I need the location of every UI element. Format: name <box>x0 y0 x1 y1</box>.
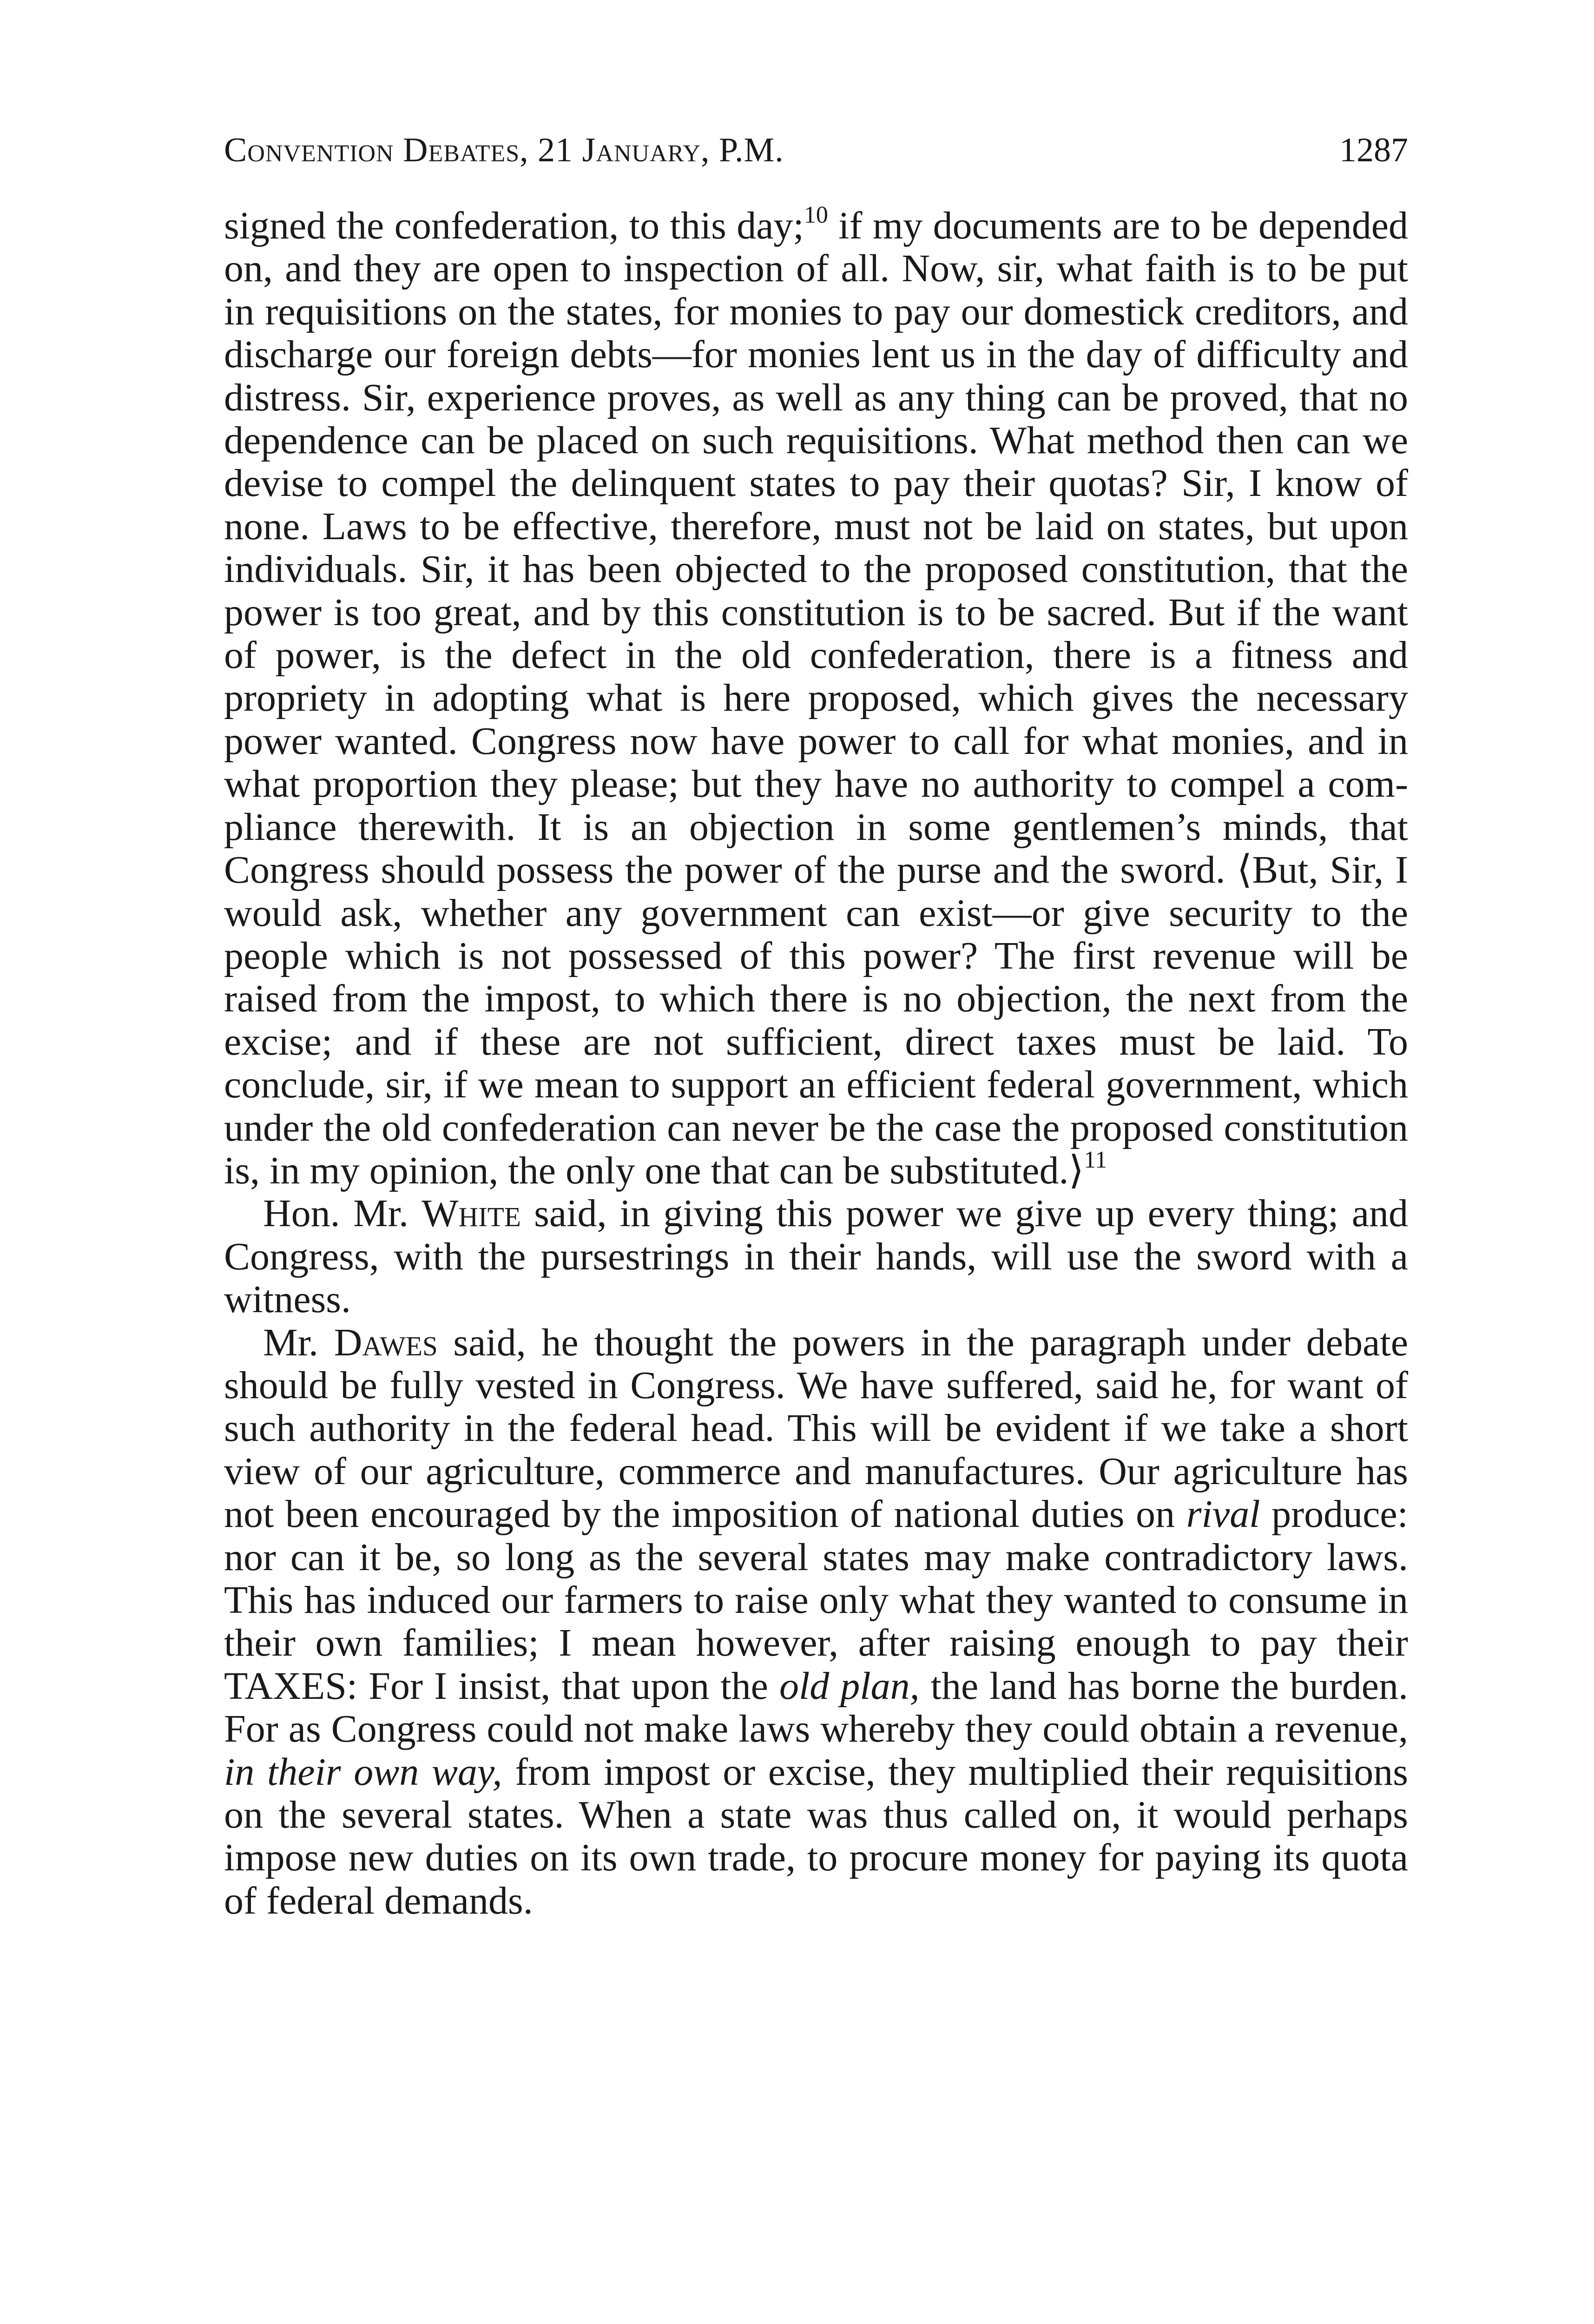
speaker-prefix: Mr. <box>263 1320 334 1364</box>
paragraph-text: the land has borne the burden. For as Congress could not make laws whereby they could obtain a revenue, <box>224 1664 1408 1751</box>
page-number: 1287 <box>1339 131 1408 169</box>
paragraph-text: from impost or excise, they multiplied their requisitions on the several states. When a state was thus called on, it would perhaps impose new duties on its own trade, to procure money for paying its quota of federal demands. <box>224 1750 1408 1922</box>
italic-text: in their own way, <box>224 1750 502 1794</box>
body-text <box>224 202 1408 1922</box>
paragraph-text: said, in giving this power we give up every thing; and Congress, with the pursestrings in their hands, will use the sword with a witness. <box>224 1192 1408 1321</box>
speaker-prefix: Hon. Mr. <box>263 1192 422 1235</box>
paragraph-text: if my documents are to be depended on, and they are open to inspection of all. Now, sir, what faith is to be put in requisitions on the states, for monies to pay our domestick creditors, and discharge our foreign debts—for monies lent us in the day of difficulty and distress. Sir, experience proves, as well as any thing can be proved, that no dependence can be placed on such requisitions. What method then can we devise to compel the delinquent states to pay their quotas? Sir, I know of none. Laws to be effective, therefore, must not be laid on states, but upon individuals. Sir, it has been objected to the proposed constitution, that the power is too great, and by this constitution is to be sacred. But if the want of power, is the defect in the old confederation, there is a fitness and propriety in adopting what is here proposed, which gives the necessary power wanted. Congress now have power to call for what monies, and in what proportion they please; but they have no authority to compel a compliance therewith. It is an objection in some gentlemen’s minds, that Congress should possess the power of the purse and the sword. ⟨But, Sir, I would ask, whether any government can exist—or give security to the people which is not possessed of this power? The first revenue will be raised from the impost, to which there is no objection, the next from the excise; and if these are not sufficient, direct taxes must be laid. To conclude, sir, if we mean to support an efficient federal government, which under the old confederation can never be the case the proposed constitution is, in my opinion, the only one that can be substituted.⟩ <box>224 204 1408 1192</box>
paragraph-continuation <box>224 202 1408 1192</box>
paragraph-white <box>224 1192 1408 1321</box>
speaker-name-dawes: Dawes <box>334 1320 438 1364</box>
footnote-ref-10: 10 <box>804 202 828 228</box>
paragraph-text: said, he thought the powers in the paragraph under debate should be fully vested in Congress. We have suffered, said he, for want of such authority in the federal head. This will be evident if we take a short view of our agriculture, commerce and manufactures. Our agriculture has not been encouraged by the imposition of national duties on <box>224 1320 1408 1536</box>
paragraph-text: signed the confederation, to this day; <box>224 204 804 247</box>
footnote-ref-11: 11 <box>1084 1146 1107 1173</box>
paragraph-dawes <box>224 1321 1408 1923</box>
running-title: Convention Debates, 21 January, P.M. <box>224 131 784 169</box>
running-head <box>224 125 1408 176</box>
speaker-name-white: White <box>422 1192 521 1235</box>
italic-text: rival <box>1186 1492 1260 1536</box>
paragraph-text: produce: nor can it be, so long as the several states may make contradictory laws. This has induced our farmers to raise only what they wanted to consume in their own families; I mean however, after raising enough to pay their TAXES: For I insist, that upon the <box>224 1492 1408 1708</box>
italic-text: old plan, <box>779 1664 920 1708</box>
